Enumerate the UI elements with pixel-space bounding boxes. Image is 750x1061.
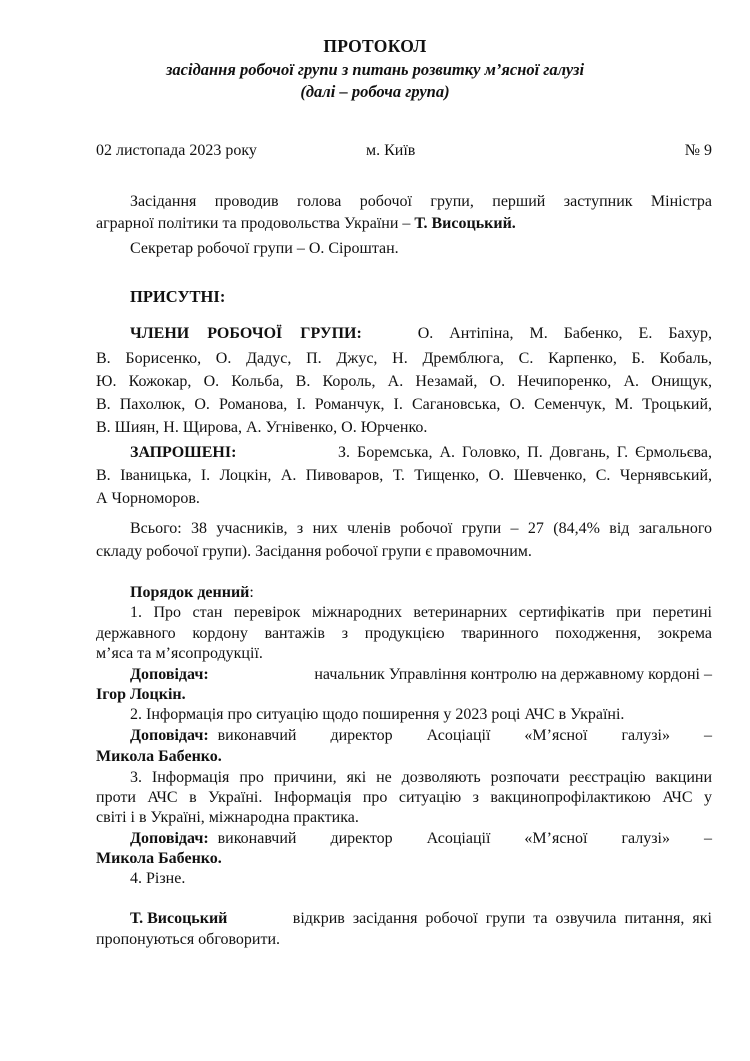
opening-text: відкрив засідання робочої групи та озвучила питання, які bbox=[292, 910, 712, 927]
opening-line-2: пропонуються обговорити. bbox=[96, 931, 281, 948]
agenda-heading-text: Порядок денний bbox=[130, 584, 250, 601]
speaker-role-2: виконавчий директор Асоціації «М’ясної галузі» – bbox=[217, 727, 712, 744]
speaker-label-2: Доповідач: bbox=[130, 727, 209, 744]
invited-names-1: З. Боремська, А. Головко, П. Довгань, Г. Єрмольєва, bbox=[338, 444, 712, 461]
total-line-1: Всього: 38 учасників, з них членів робочої групи – 27 (84,4% від загального bbox=[130, 520, 712, 537]
speaker-label-3: Доповідач: bbox=[130, 830, 209, 847]
members-line-1 bbox=[130, 324, 712, 343]
opening-name: Т. Висоцький bbox=[130, 910, 228, 927]
agenda-item-3-line-3: світі і в Україні, міжнародна практика. bbox=[96, 809, 359, 826]
members-line-5: В. Шиян, Н. Щирова, А. Угнівенко, О. Юрченко. bbox=[96, 419, 428, 436]
agenda-item-4: 4. Різне. bbox=[130, 870, 186, 887]
agenda-item-2-line-1: 2. Інформація про ситуацію щодо поширення у 2023 році АЧС в Україні. bbox=[130, 706, 625, 723]
members-label: ЧЛЕНИ РОБОЧОЇ ГРУПИ: bbox=[130, 325, 362, 342]
agenda-item-1-line-2: державного кордону вантажів з продукцією тваринного походження, зокрема bbox=[96, 625, 712, 642]
chair-line-1: Засідання проводив голова робочої групи, перший заступник Міністра bbox=[130, 193, 712, 210]
document-title: ПРОТОКОЛ bbox=[323, 36, 427, 56]
document-subtitle: засідання робочої групи з питань розвитку м’ясної галузі bbox=[165, 60, 585, 79]
speaker-name-3: Микола Бабенко. bbox=[96, 850, 222, 867]
total-line-2: складу робочої групи). Засідання робочої групи є правомочним. bbox=[96, 543, 532, 560]
opening-line-1 bbox=[130, 909, 712, 928]
agenda-item-3-speaker bbox=[130, 829, 712, 848]
agenda-heading-colon: : bbox=[249, 584, 254, 601]
invited-label: ЗАПРОШЕНІ: bbox=[130, 444, 237, 461]
speaker-name-1: Ігор Лоцкін. bbox=[96, 686, 186, 703]
speaker-name-2: Микола Бабенко. bbox=[96, 748, 222, 765]
speaker-label-1: Доповідач: bbox=[130, 666, 209, 683]
agenda-item-3-line-2: проти АЧС в Україні. Інформація про ситуацію з вакцинопрофілактикою АЧС у bbox=[96, 789, 712, 806]
chair-line-2 bbox=[96, 214, 516, 233]
speaker-role-1: начальник Управління контролю на державному кордоні – bbox=[314, 666, 712, 683]
members-line-3: Ю. Кожокар, О. Кольба, В. Король, А. Незамай, О. Нечипоренко, А. Онищук, bbox=[96, 373, 712, 390]
agenda-item-3-line-1: 3. Інформація про причини, які не дозволяють розпочати реєстрацію вакцини bbox=[130, 769, 712, 786]
members-line-4: В. Пахолюк, О. Романова, І. Романчук, І. Сагановська, О. Семенчук, М. Троцький, bbox=[96, 396, 712, 413]
invited-line-1 bbox=[130, 443, 712, 462]
document-subtitle-note: (далі – робоча група) bbox=[300, 82, 450, 101]
agenda-item-1-line-1: 1. Про стан перевірок міжнародних ветеринарних сертифікатів при перетині bbox=[130, 604, 712, 621]
members-line-2: В. Борисенко, О. Дадус, П. Джус, Н. Дремблюга, С. Карпенко, Б. Кобаль, bbox=[96, 350, 712, 367]
protocol-number: № 9 bbox=[684, 142, 712, 159]
invited-line-2: В. Іваницька, І. Лоцкін, А. Пивоваров, Т. Тищенко, О. Шевченко, С. Чернявський, bbox=[96, 467, 712, 484]
members-names-1: О. Антіпіна, М. Бабенко, Е. Бахур, bbox=[417, 325, 712, 342]
meeting-date: 02 листопада 2023 року bbox=[96, 142, 257, 159]
agenda-item-1-speaker bbox=[130, 665, 712, 684]
chair-text: аграрної політики та продовольства України – bbox=[96, 215, 415, 232]
agenda-heading bbox=[130, 583, 254, 602]
invited-line-3: А Чорноморов. bbox=[96, 490, 200, 507]
meeting-city: м. Київ bbox=[366, 142, 416, 159]
agenda-item-2-speaker bbox=[130, 726, 712, 745]
agenda-item-1-line-3: м’яса та м’ясопродукції. bbox=[96, 645, 263, 662]
speaker-role-3: виконавчий директор Асоціації «М’ясної галузі» – bbox=[217, 830, 712, 847]
present-heading: ПРИСУТНІ: bbox=[130, 287, 226, 306]
secretary-line: Секретар робочої групи – О. Сіроштан. bbox=[130, 240, 399, 257]
chair-name: Т. Висоцький. bbox=[414, 215, 516, 232]
